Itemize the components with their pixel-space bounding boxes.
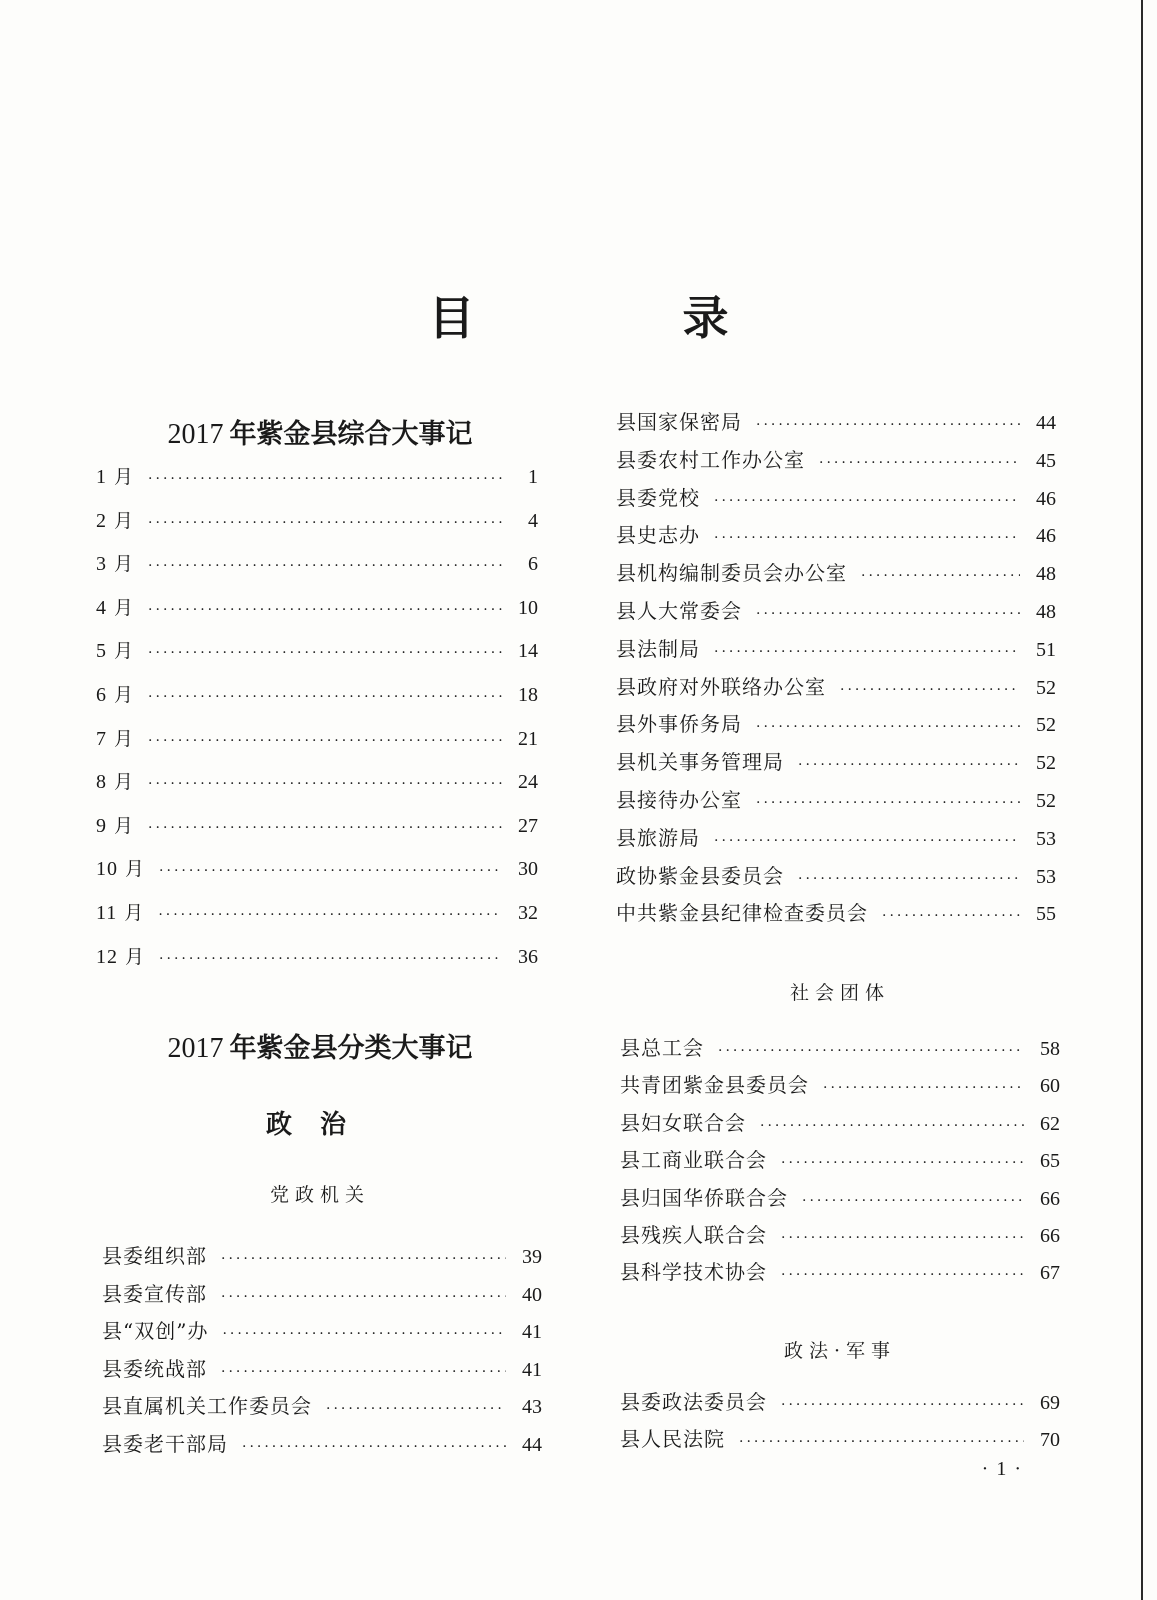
toc-entry[interactable]	[102, 1428, 542, 1457]
toc-entry[interactable]	[620, 1107, 1060, 1136]
leader-dots	[798, 871, 1020, 887]
entry-label: 中共紫金县纪律检查委员会	[616, 901, 868, 926]
toc-entry[interactable]	[616, 784, 1056, 813]
entry-page-number: 1	[528, 466, 538, 488]
toc-entry[interactable]	[620, 1386, 1060, 1415]
section-heading-classified	[100, 1026, 540, 1065]
month-number: 8	[96, 771, 107, 794]
entry-label: 县残疾人联合会	[620, 1223, 767, 1247]
leader-dots	[148, 558, 502, 574]
entry-label: 县委党校	[616, 485, 700, 510]
leader-dots	[756, 417, 1020, 433]
section-year: 2017	[167, 419, 224, 450]
entry-label: 共青团紫金县委员会	[620, 1073, 809, 1098]
entry-label	[96, 942, 145, 969]
toc-month-entry[interactable]	[96, 593, 538, 620]
entry-label: 县接待办公室	[616, 788, 742, 812]
entry-page-number: 4	[528, 509, 538, 532]
entry-label	[96, 811, 134, 838]
entry-label: 县法制局	[616, 636, 700, 661]
month-unit: 月	[107, 466, 135, 488]
month-unit: 月	[107, 727, 135, 750]
entry-label: 县总工会	[620, 1036, 704, 1060]
entry-page-number: 32	[518, 902, 538, 924]
entry-page-number: 51	[1036, 638, 1056, 661]
section-title: 年紫金县综合大事记	[229, 419, 473, 450]
party-list	[102, 1240, 542, 1480]
entry-label: 县委组织部	[102, 1244, 207, 1268]
entry-label: 县机构编制委员会办公室	[616, 561, 847, 586]
month-number: 1	[96, 466, 107, 488]
toc-month-entry[interactable]	[96, 506, 538, 533]
toc-month-entry[interactable]	[96, 854, 538, 881]
leader-dots	[798, 757, 1020, 773]
leader-dots	[148, 645, 502, 661]
month-unit: 月	[107, 684, 135, 706]
entry-label	[96, 898, 144, 925]
toc-entry[interactable]	[620, 1182, 1060, 1211]
leader-dots	[326, 1401, 506, 1417]
entry-page-number: 65	[1040, 1150, 1060, 1173]
leader-dots	[714, 530, 1020, 546]
leader-dots	[756, 795, 1020, 811]
leader-dots	[148, 689, 502, 705]
toc-entry[interactable]	[616, 860, 1056, 889]
toc-month-entry[interactable]	[96, 724, 538, 751]
leader-dots	[739, 1434, 1024, 1450]
leader-dots	[148, 733, 502, 749]
entry-label	[96, 506, 134, 533]
entry-label: 县人民法院	[620, 1427, 725, 1452]
month-number: 2	[96, 509, 107, 532]
entry-label: 县机关事务管理局	[616, 750, 784, 775]
entry-label: 县外事侨务局	[616, 712, 742, 737]
entry-label	[96, 549, 134, 576]
leader-dots	[148, 776, 502, 792]
month-unit: 月	[107, 771, 135, 794]
month-number: 4	[96, 596, 107, 619]
toc-entry[interactable]	[102, 1240, 542, 1269]
leader-dots	[148, 602, 502, 618]
toc-entry[interactable]	[616, 595, 1056, 624]
entry-page-number: 14	[518, 640, 538, 663]
leader-dots	[148, 820, 502, 836]
leader-dots	[222, 1326, 506, 1342]
leader-dots	[714, 493, 1020, 509]
toc-entry[interactable]	[616, 746, 1056, 775]
leader-dots	[781, 1230, 1024, 1246]
section-title: 年紫金县分类大事记	[229, 1033, 473, 1064]
toc-entry[interactable]	[620, 1219, 1060, 1248]
entry-page-number: 67	[1040, 1262, 1060, 1285]
month-number: 6	[96, 684, 107, 706]
politics-heading: 政治	[265, 1110, 374, 1140]
entry-label: 县科学技术协会	[620, 1260, 767, 1285]
leader-dots	[221, 1289, 506, 1305]
toc-entry[interactable]	[616, 519, 1056, 548]
leader-dots	[823, 1080, 1024, 1096]
entry-page-number: 18	[518, 684, 538, 706]
month-unit: 月	[118, 858, 146, 881]
toc-month-entry[interactable]	[96, 942, 538, 969]
leader-dots	[781, 1397, 1024, 1413]
entry-page-number: 70	[1040, 1429, 1060, 1452]
entry-page-number: 44	[1036, 412, 1056, 434]
toc-entry[interactable]	[616, 822, 1056, 851]
entry-page-number: 30	[518, 858, 538, 881]
entry-label: 县直属机关工作委员会	[102, 1394, 312, 1419]
leader-dots	[159, 863, 502, 879]
entry-page-number: 6	[528, 553, 538, 576]
entry-label	[96, 636, 134, 663]
toc-month-entry[interactable]	[96, 898, 538, 925]
entry-label: 县人大常委会	[616, 599, 742, 623]
government-list	[616, 406, 1056, 946]
entry-page-number: 39	[522, 1246, 542, 1268]
leader-dots	[781, 1155, 1024, 1171]
leader-dots	[242, 1439, 506, 1455]
toc-month-entry[interactable]	[96, 636, 538, 663]
entry-page-number: 52	[1036, 714, 1056, 737]
entry-label	[96, 462, 134, 489]
entry-page-number: 66	[1040, 1187, 1060, 1210]
entry-label: 县委农村工作办公室	[616, 447, 805, 472]
toc-entry[interactable]	[616, 708, 1056, 737]
social-list	[620, 1032, 1060, 1312]
toc-month-entry[interactable]	[96, 767, 538, 794]
leader-dots	[159, 951, 502, 967]
entry-label	[96, 854, 145, 881]
entry-label: 县委政法委员会	[620, 1390, 767, 1414]
toc-entry[interactable]	[616, 671, 1056, 700]
leader-dots	[802, 1193, 1024, 1209]
month-number: 11	[96, 902, 118, 924]
month-unit: 月	[107, 596, 135, 619]
toc-entry[interactable]	[616, 633, 1056, 662]
entry-label: 县旅游局	[616, 825, 700, 850]
month-list	[96, 462, 538, 982]
month-number: 3	[96, 553, 107, 576]
leader-dots	[781, 1267, 1024, 1283]
social-heading: 社会团体	[789, 982, 890, 1004]
page-number: ·1·	[981, 1458, 1029, 1480]
entry-label: 县“双创”办	[102, 1319, 209, 1344]
entry-page-number: 66	[1040, 1225, 1060, 1247]
entry-page-number: 41	[522, 1321, 542, 1344]
month-unit: 月	[107, 553, 135, 576]
entry-label: 县国家保密局	[616, 410, 742, 434]
entry-label: 县委宣传部	[102, 1281, 207, 1306]
toc-entry[interactable]	[616, 557, 1056, 586]
leader-dots	[861, 568, 1020, 584]
toc-entry[interactable]	[616, 482, 1056, 511]
toc-month-entry[interactable]	[96, 462, 538, 489]
entry-label: 县妇女联合会	[620, 1110, 746, 1135]
toc-month-entry[interactable]	[96, 549, 538, 576]
toc-entry[interactable]	[102, 1353, 542, 1382]
section-year: 2017	[167, 1033, 224, 1064]
entry-page-number: 52	[1036, 676, 1056, 699]
leader-dots	[148, 515, 502, 531]
toc-month-entry[interactable]	[96, 680, 538, 707]
entry-page-number: 53	[1036, 827, 1056, 850]
leader-dots	[714, 833, 1020, 849]
entry-page-number: 60	[1040, 1075, 1060, 1098]
entry-label	[96, 724, 134, 751]
entry-label: 县政府对外联络办公室	[616, 674, 826, 699]
entry-label: 县委老干部局	[102, 1432, 228, 1456]
toc-month-entry[interactable]	[96, 811, 538, 838]
leader-dots	[221, 1251, 506, 1267]
entry-page-number: 69	[1040, 1392, 1060, 1414]
entry-page-number: 48	[1036, 563, 1056, 586]
leader-dots	[221, 1364, 506, 1380]
leader-dots	[819, 455, 1020, 471]
toc-entry[interactable]	[620, 1069, 1060, 1098]
leader-dots	[148, 471, 502, 487]
month-unit: 月	[107, 814, 135, 837]
party-heading: 党政机关	[269, 1184, 370, 1206]
leader-dots	[760, 1118, 1024, 1134]
toc-entry[interactable]	[620, 1144, 1060, 1173]
entry-page-number: 27	[518, 814, 538, 837]
entry-label: 县工商业联合会	[620, 1148, 767, 1173]
entry-page-number: 58	[1040, 1038, 1060, 1060]
toc-entry[interactable]	[620, 1032, 1060, 1061]
page-edge-line	[1141, 0, 1143, 1600]
leader-dots	[718, 1043, 1024, 1059]
entry-label	[96, 680, 134, 707]
month-unit: 月	[118, 945, 146, 968]
entry-label: 县委统战部	[102, 1356, 207, 1381]
month-unit: 月	[107, 640, 135, 663]
page-title: 目 录	[428, 291, 825, 345]
entry-page-number: 46	[1036, 525, 1056, 548]
entry-page-number: 44	[522, 1434, 542, 1456]
entry-page-number: 45	[1036, 449, 1056, 472]
entry-page-number: 10	[518, 596, 538, 619]
entry-page-number: 52	[1036, 790, 1056, 812]
legal-heading: 政法·军事	[783, 1340, 897, 1362]
leader-dots	[882, 908, 1020, 924]
entry-page-number: 24	[518, 771, 538, 794]
entry-page-number: 52	[1036, 752, 1056, 775]
entry-label	[96, 767, 134, 794]
month-number: 10	[96, 858, 118, 881]
toc-entry[interactable]	[102, 1278, 542, 1307]
entry-page-number: 48	[1036, 601, 1056, 623]
month-number: 12	[96, 945, 118, 968]
entry-page-number: 41	[522, 1358, 542, 1381]
month-number: 9	[96, 814, 107, 837]
entry-page-number: 21	[518, 727, 538, 750]
leader-dots	[158, 907, 502, 923]
entry-label: 政协紫金县委员会	[616, 863, 784, 888]
entry-page-number: 46	[1036, 487, 1056, 510]
toc-entry[interactable]	[102, 1390, 542, 1419]
toc-entry[interactable]	[620, 1256, 1060, 1285]
month-unit: 月	[107, 509, 135, 532]
entry-page-number: 55	[1036, 903, 1056, 926]
toc-entry[interactable]	[616, 444, 1056, 473]
entry-page-number: 62	[1040, 1112, 1060, 1135]
month-unit: 月	[117, 902, 145, 924]
entry-page-number: 43	[522, 1396, 542, 1419]
entry-label: 县归国华侨联合会	[620, 1185, 788, 1210]
month-number: 5	[96, 640, 107, 663]
toc-entry[interactable]	[616, 406, 1056, 435]
entry-page-number: 36	[518, 945, 538, 968]
leader-dots	[756, 719, 1020, 735]
entry-page-number: 40	[522, 1283, 542, 1306]
section-heading-comprehensive	[100, 412, 540, 451]
entry-label	[96, 593, 134, 620]
entry-page-number: 53	[1036, 865, 1056, 888]
leader-dots	[714, 644, 1020, 660]
toc-entry[interactable]	[102, 1315, 542, 1344]
toc-entry[interactable]	[620, 1423, 1060, 1452]
month-number: 7	[96, 727, 107, 750]
leader-dots	[840, 682, 1020, 698]
leader-dots	[756, 606, 1020, 622]
entry-label: 县史志办	[616, 523, 700, 548]
toc-entry[interactable]	[616, 897, 1056, 926]
